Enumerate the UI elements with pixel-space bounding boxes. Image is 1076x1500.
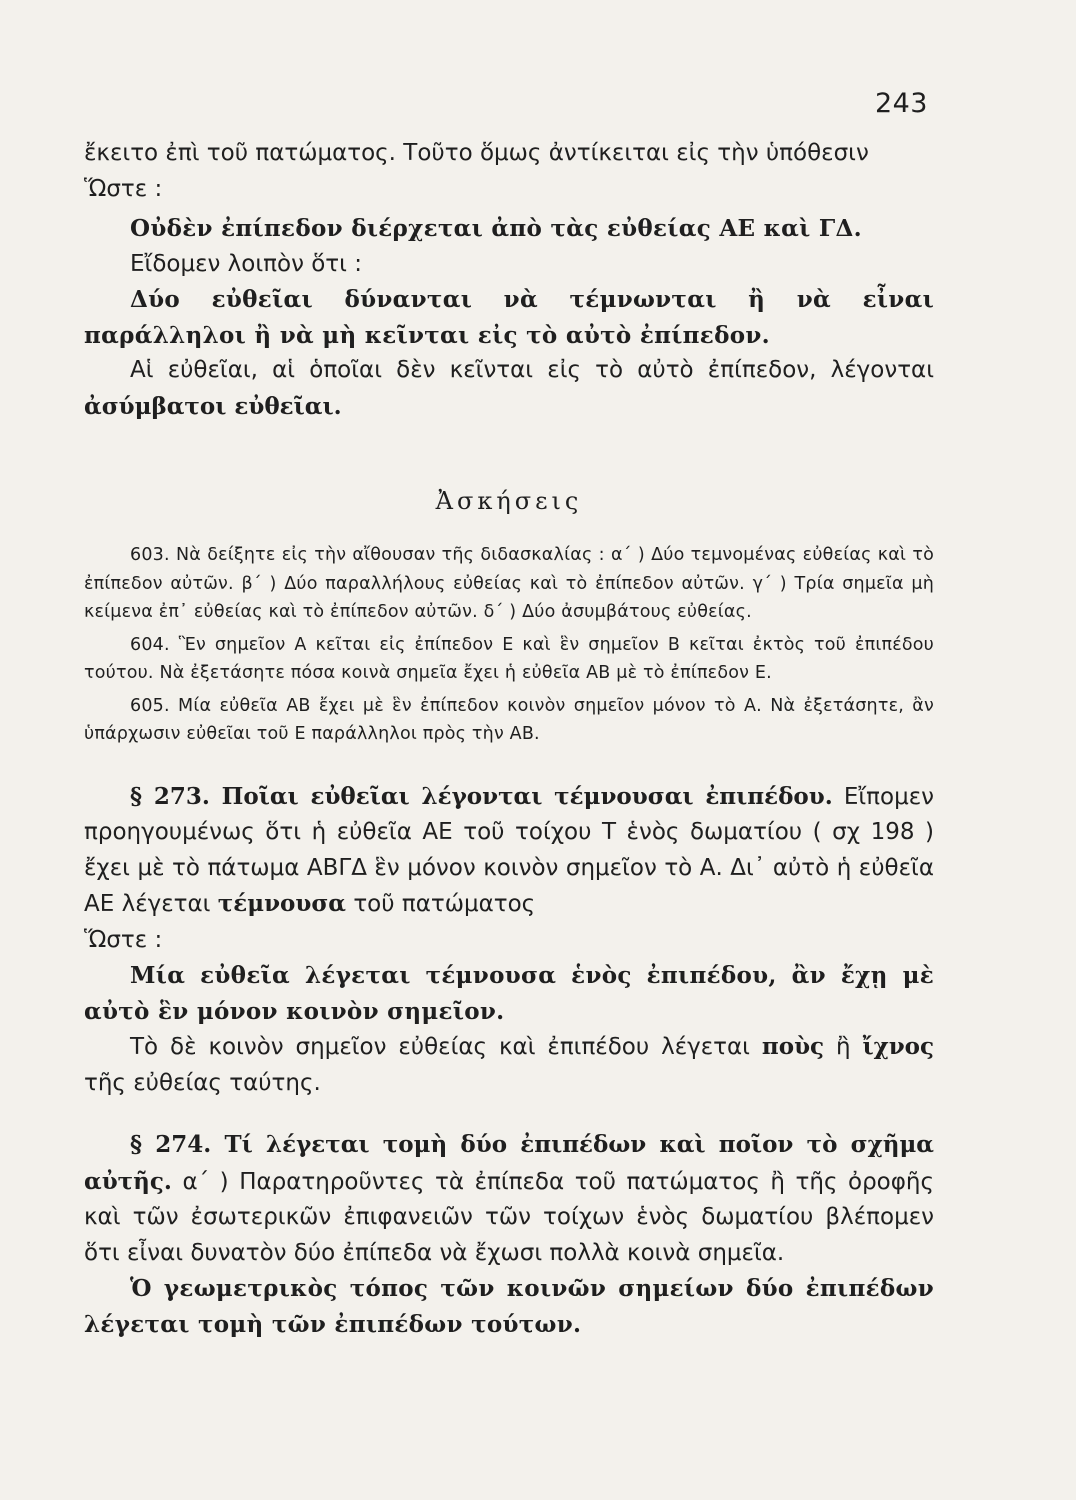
asymvatoi-term: ἀσύμβατοι εὐθεῖαι. [84,392,342,420]
text-line: ἔκειτο ἐπὶ τοῦ πατώματος. Τοῦτο ὅμως ἀντίκειται εἰς τὴν ὑπόθεσιν [84,140,869,166]
exercise-603: 603. Νὰ δείξητε εἰς τὴν αἴθουσαν τῆς διδασκαλίας : α΄ ) Δύο τεμνομένας εὐθείας καὶ τὸ ἐπίπεδον αὐτῶν. β΄ ) Δύο παραλλήλους εὐθείας καὶ τὸ ἐπίπεδον αὐτῶν. γ΄ ) Τρία σημεῖα μὴ κείμενα ἐπ᾽ εὐθείας καὶ τὸ ἐπίπεδον αὐτῶν. δ΄ ) Δύο ἀσυμβάτους εὐθείας. [84,545,934,622]
pous-text-b: τῆς εὐθείας ταύτης. [84,1069,321,1096]
bold-statement-3: Μία εὐθεῖα λέγεται τέμνουσα ἑνὸς ἐπιπέδου, ἂν ἔχῃ μὲ αὐτὸ ἓν μόνον κοινὸν σημεῖον. [84,962,934,1025]
bold-statement-1: Οὐδὲν ἐπίπεδον διέρχεται ἀπὸ τὰς εὐθείας ΑΕ καὶ ΓΔ. [130,215,862,242]
section-274-text: α΄ ) Παρατηροῦντες τὰ ἐπίπεδα τοῦ πατώματος ἢ τῆς ὀροφῆς καὶ τῶν ἐσωτερικῶν ἐπιφανειῶν τῶν τοίχων ἑνὸς δωματίου βλέπομεν ὅτι εἶναι δυνατὸν δύο ἐπίπεδα νὰ ἔχωσι πολλὰ κοινὰ σημεῖα. [84,1168,934,1266]
section-273-text-b: τοῦ πατώματος [353,891,536,917]
bold-statement-2: Δύο εὐθεῖαι δύνανται νὰ τέμνωνται ἢ νὰ εἶναι παράλληλοι ἢ νὰ μὴ κεῖνται εἰς τὸ αὐτὸ ἐπίπεδον. [84,286,934,349]
section-273-term: τέμνουσα [217,890,346,917]
section-273 [84,779,934,923]
pous-text-a: Τὸ δὲ κοινὸν σημεῖον εὐθείας καὶ ἐπιπέδου λέγεται [130,1034,750,1060]
exercise-605: 605. Μία εὐθεῖα ΑΒ ἔχει μὲ ἓν ἐπίπεδον κοινὸν σημεῖον μόνον τὸ Α. Νὰ ἐξετάσητε, ἂν ὑπάρχωσιν εὐθεῖαι τοῦ Ε παράλληλοι πρὸς τὴν ΑΒ. [84,695,934,744]
bold-statement-4: Ὁ γεωμετρικὸς τόπος τῶν κοινῶν σημείων δύο ἐπιπέδων λέγεται τομὴ τῶν ἐπιπέδων τούτων. [84,1275,934,1338]
exercise-604: 604. Ἓν σημεῖον Α κεῖται εἰς ἐπίπεδον Ε καὶ ἓν σημεῖον Β κεῖται ἐκτὸς τοῦ ἐπιπέδου τούτου. Νὰ ἐξετάσητε πόσα κοινὰ σημεῖα ἔχει ἡ εὐθεῖα ΑΒ μὲ τὸ ἐπίπεδον Ε. [84,634,934,683]
asymvatoi-text: Αἱ εὐθεῖαι, αἱ ὁποῖαι δὲν κεῖνται εἰς τὸ αὐτὸ ἐπίπεδον, λέγονται [130,357,934,383]
section-273-title: § 273. Ποῖαι εὐθεῖαι λέγονται τέμνουσαι ἐπιπέδου. [130,782,833,810]
page-number: 243 [874,88,928,119]
pous-mid: ἢ [835,1034,851,1060]
exercises-heading: Ἀσκήσεις [435,487,583,515]
text-line: Ὥστε : [84,175,163,202]
paragraph-asymvatoi [84,353,934,425]
paragraph-pous [84,1029,934,1101]
page-body [84,136,934,1342]
section-274-title: § 274. Τί λέγεται τομὴ δύο ἐπιπέδων καὶ ποῖον τὸ σχῆμα αὐτῆς. [84,1131,934,1195]
ichnos-term: ἴχνος [862,1033,935,1060]
paragraph-eidomen: Εἴδομεν λοιπὸν ὅτι : [130,250,362,277]
section-273-text-a: Εἴπομεν προηγουμένως ὅτι ἡ εὐθεῖα ΑΕ τοῦ τοίχου Τ ἑνὸς δωματίου ( σχ 198 ) ἔχει μὲ τὸ πάτωμα ΑΒΓΔ ἓν μόνον κοινὸν σημεῖον τὸ Α. Δι᾽ αὐτὸ ἡ εὐθεῖα ΑΕ λέγεται [84,783,934,917]
pous-term: ποὺς [761,1033,825,1060]
section-273-oste: Ὥστε : [84,926,163,953]
section-274 [84,1127,934,1271]
